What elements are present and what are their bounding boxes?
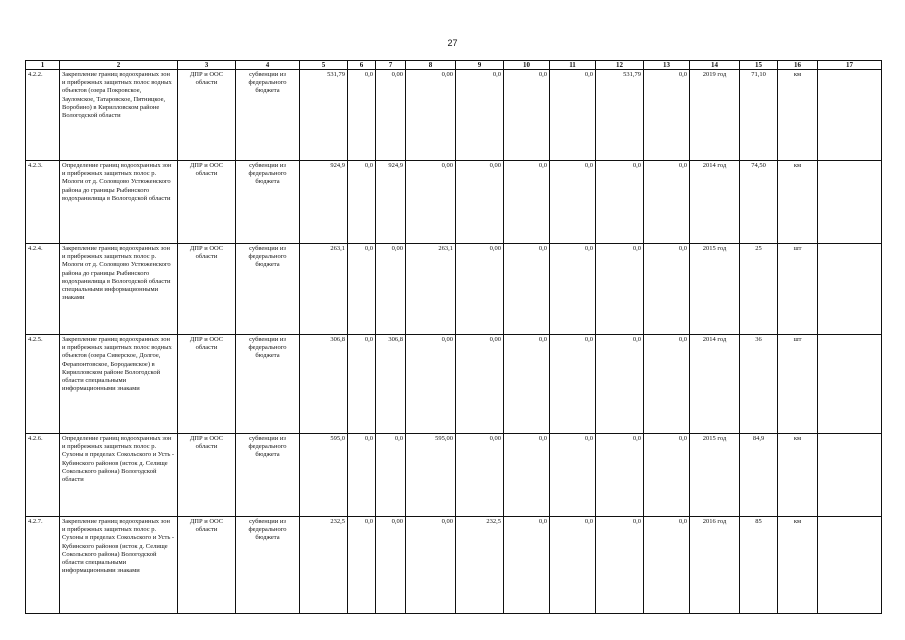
row-value-col12: 0,0 (596, 517, 644, 614)
row-indicator-value: 74,50 (740, 161, 778, 244)
row-note (818, 517, 882, 614)
row-value-col12: 0,0 (596, 161, 644, 244)
row-note (818, 434, 882, 517)
row-value-col11: 0,0 (550, 517, 596, 614)
row-value-col6: 0,0 (348, 434, 376, 517)
row-value-col5: 924,9 (300, 161, 348, 244)
row-value-col6: 0,0 (348, 70, 376, 161)
row-value-col8: 0,00 (406, 335, 456, 434)
row-funding-source: субвенции из федерального бюджета (236, 161, 300, 244)
row-activity-name: Закрепление границ водоохранных зон и прибрежных защитных полос р. Сухоны в пределах Сокольского и Усть - Кубинского районов (исток д. Селище Сокольского района) Вологодской области специальными информационными знаками (60, 517, 178, 614)
row-funding-source: субвенции из федерального бюджета (236, 70, 300, 161)
row-value-col9: 0,00 (456, 335, 504, 434)
row-value-col7: 924,9 (376, 161, 406, 244)
row-executor: ДПР и ООС области (178, 70, 236, 161)
row-value-col5: 595,0 (300, 434, 348, 517)
column-header: 3 (178, 61, 236, 70)
row-value-col5: 531,79 (300, 70, 348, 161)
row-funding-source: субвенции из федерального бюджета (236, 434, 300, 517)
row-year: 2014 год (690, 335, 740, 434)
row-code: 4.2.5. (26, 335, 60, 434)
row-value-col12: 0,0 (596, 434, 644, 517)
row-note (818, 335, 882, 434)
row-activity-name: Закрепление границ водоохранных зон и прибрежных защитных полос водных объектов (озера Покровское, Зауломское, Татаровское, Пятницкое, Воробино) в Кирилловском районе Вологодской области (60, 70, 178, 161)
row-executor: ДПР и ООС области (178, 335, 236, 434)
column-header: 16 (778, 61, 818, 70)
row-value-col11: 0,0 (550, 244, 596, 335)
row-value-col6: 0,0 (348, 244, 376, 335)
row-indicator-value: 84,9 (740, 434, 778, 517)
row-value-col12: 0,0 (596, 335, 644, 434)
row-value-col10: 0,0 (504, 517, 550, 614)
row-funding-source: субвенции из федерального бюджета (236, 335, 300, 434)
column-header: 1 (26, 61, 60, 70)
row-value-col9: 0,00 (456, 244, 504, 335)
program-table (25, 60, 882, 614)
row-year: 2015 год (690, 434, 740, 517)
row-value-col8: 263,1 (406, 244, 456, 335)
row-value-col9: 232,5 (456, 517, 504, 614)
table-row (26, 244, 882, 335)
row-value-col12: 0,0 (596, 244, 644, 335)
row-indicator-value: 36 (740, 335, 778, 434)
column-header: 8 (406, 61, 456, 70)
row-indicator-value: 71,10 (740, 70, 778, 161)
column-header: 11 (550, 61, 596, 70)
row-value-col5: 232,5 (300, 517, 348, 614)
row-value-col8: 595,00 (406, 434, 456, 517)
header-row (26, 61, 882, 70)
row-value-col12: 531,79 (596, 70, 644, 161)
row-value-col10: 0,0 (504, 434, 550, 517)
row-value-col13: 0,0 (644, 434, 690, 517)
row-value-col10: 0,0 (504, 161, 550, 244)
column-header: 15 (740, 61, 778, 70)
row-year: 2016 год (690, 517, 740, 614)
row-year: 2014 год (690, 161, 740, 244)
row-year: 2015 год (690, 244, 740, 335)
column-header: 4 (236, 61, 300, 70)
row-executor: ДПР и ООС области (178, 434, 236, 517)
row-value-col13: 0,0 (644, 161, 690, 244)
row-value-col7: 0,00 (376, 244, 406, 335)
row-value-col11: 0,0 (550, 161, 596, 244)
row-executor: ДПР и ООС области (178, 517, 236, 614)
row-note (818, 244, 882, 335)
row-unit: км (778, 434, 818, 517)
row-executor: ДПР и ООС области (178, 161, 236, 244)
row-unit: шт (778, 244, 818, 335)
row-value-col7: 0,00 (376, 517, 406, 614)
row-code: 4.2.2. (26, 70, 60, 161)
row-value-col8: 0,00 (406, 70, 456, 161)
row-funding-source: субвенции из федерального бюджета (236, 244, 300, 335)
row-code: 4.2.7. (26, 517, 60, 614)
row-value-col7: 0,0 (376, 434, 406, 517)
column-header: 6 (348, 61, 376, 70)
page-number: 27 (447, 38, 458, 48)
row-value-col5: 306,8 (300, 335, 348, 434)
row-value-col6: 0,0 (348, 517, 376, 614)
column-header: 10 (504, 61, 550, 70)
table-row (26, 161, 882, 244)
row-value-col13: 0,0 (644, 70, 690, 161)
column-header: 14 (690, 61, 740, 70)
row-value-col13: 0,0 (644, 517, 690, 614)
row-code: 4.2.3. (26, 161, 60, 244)
row-executor: ДПР и ООС области (178, 244, 236, 335)
row-unit: км (778, 161, 818, 244)
row-code: 4.2.6. (26, 434, 60, 517)
table-row (26, 335, 882, 434)
table-row (26, 70, 882, 161)
row-value-col9: 0,00 (456, 434, 504, 517)
row-value-col13: 0,0 (644, 244, 690, 335)
row-value-col7: 0,00 (376, 70, 406, 161)
row-unit: км (778, 70, 818, 161)
row-value-col9: 0,00 (456, 161, 504, 244)
row-value-col7: 306,8 (376, 335, 406, 434)
row-indicator-value: 25 (740, 244, 778, 335)
row-funding-source: субвенции из федерального бюджета (236, 517, 300, 614)
row-unit: шт (778, 335, 818, 434)
row-value-col11: 0,0 (550, 70, 596, 161)
column-header: 5 (300, 61, 348, 70)
row-indicator-value: 85 (740, 517, 778, 614)
row-value-col13: 0,0 (644, 335, 690, 434)
column-header: 9 (456, 61, 504, 70)
row-year: 2019 год (690, 70, 740, 161)
row-activity-name: Определение границ водоохранных зон и прибрежных защитных полос р. Сухоны в пределах Сокольского и Усть - Кубинского районов (исток д. Селище Сокольского района) Вологодской области (60, 434, 178, 517)
row-code: 4.2.4. (26, 244, 60, 335)
table-row (26, 434, 882, 517)
column-header: 17 (818, 61, 882, 70)
column-header: 7 (376, 61, 406, 70)
row-activity-name: Закрепление границ водоохранных зон и прибрежных защитных полос водных объектов (озера Сиверское, Долгое, Ферапонтовское, Бородаевское) в Кирилловском районе Вологодской области специальными информационными знаками (60, 335, 178, 434)
column-header: 13 (644, 61, 690, 70)
row-value-col6: 0,0 (348, 335, 376, 434)
row-value-col10: 0,0 (504, 244, 550, 335)
row-value-col8: 0,00 (406, 161, 456, 244)
row-value-col10: 0,0 (504, 335, 550, 434)
column-header: 12 (596, 61, 644, 70)
table-row (26, 517, 882, 614)
row-value-col8: 0,00 (406, 517, 456, 614)
row-value-col9: 0,0 (456, 70, 504, 161)
row-activity-name: Закрепление границ водоохранных зон и прибрежных защитных полос р. Мологи от д. Соловцово Устюженского района до границы Рыбинского водохранилища в Вологодской области специальными информационными знаками (60, 244, 178, 335)
row-value-col6: 0,0 (348, 161, 376, 244)
row-value-col5: 263,1 (300, 244, 348, 335)
row-value-col11: 0,0 (550, 335, 596, 434)
column-header: 2 (60, 61, 178, 70)
row-note (818, 161, 882, 244)
row-activity-name: Определение границ водоохранных зон и прибрежных защитных полос р. Мологи от д. Соловцово Устюженского района до границы Рыбинского водохранилища в Вологодской области (60, 161, 178, 244)
row-value-col10: 0,0 (504, 70, 550, 161)
row-unit: км (778, 517, 818, 614)
row-note (818, 70, 882, 161)
row-value-col11: 0,0 (550, 434, 596, 517)
